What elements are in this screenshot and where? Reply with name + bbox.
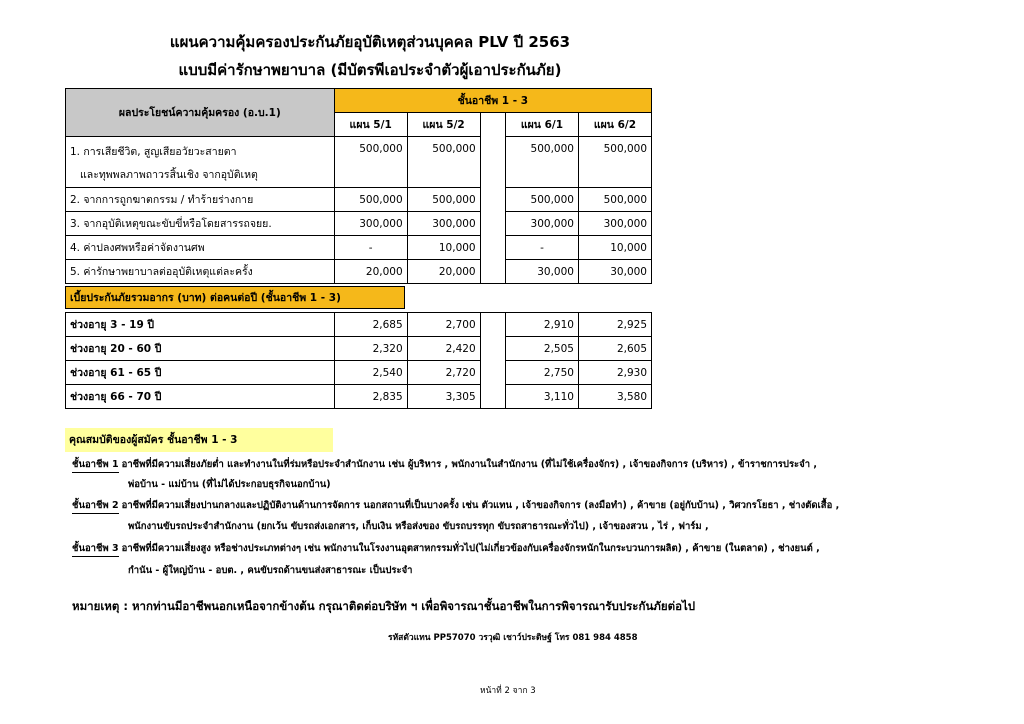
page-number: หน้าที่ 2 จาก 3 [480,686,536,696]
table-row [66,137,652,188]
note: หมายเหตุ : หากท่านมีอาชีพนอกเหนือจากข้างต้น กรุณาติดต่อบริษัท ฯ เพื่อพิจารณาชั้นอาชีพในการพิจารณารับประกันภัยต่อไป [72,599,696,613]
premium-value: 2,540 [334,361,407,385]
benefit-value: 500,000 [334,137,407,188]
class-text-cont: พนักงานขับรถประจำสำนักงาน (ยกเว้น ขับรถส่งเอกสาร, เก็บเงิน หรือส่งของ ขับรถบรรทุก ขับรถสาธารณะทั่วไป) , เจ้าของสวน , ไร่ , ฟาร์ม , [128,521,709,532]
class-text: อาชีพที่มีความเสี่ยงสูง หรือช่างประเภทต่างๆ เช่น พนักงานในโรงงานอุตสาหกรรมทั่วไป(ไม่เกี่ยวข้องกับเครื่องจักรหนักในกระบวนการผลิต) , ค้าขาย (ในตลาด) , ช่างยนต์ , [121,543,820,554]
benefit-label: 5. ค่ารักษาพยาบาลต่ออุบัติเหตุแต่ละครั้ง [66,260,335,284]
table-row [66,361,652,385]
table-row [66,188,652,212]
benefit-table [65,88,652,284]
qualification-header: คุณสมบัติของผู้สมัคร ชั้นอาชีพ 1 - 3 [65,428,333,452]
premium-value: 2,320 [334,337,407,361]
benefit-label: 4. ค่าปลงศพหรือค่าจัดงานศพ [66,236,335,260]
premium-value: 2,720 [407,361,480,385]
benefit-value: 30,000 [505,260,578,284]
premium-value: 2,925 [578,313,651,337]
premium-value: 2,750 [505,361,578,385]
age-range: ช่วงอายุ 3 - 19 ปี [66,313,335,337]
agent-contact: รหัสตัวแทน PP57070 วรวุฒิ เชาว์ประดิษฐ์ โทร 081 984 4858 [388,633,638,643]
benefit-label: 2. จากการถูกฆาตกรรม / ทำร้ายร่างกาย [66,188,335,212]
plan-header: แผน 5/1 [334,113,407,137]
qualification-item [72,541,820,557]
benefit-value: 500,000 [407,137,480,188]
benefit-value: 500,000 [578,137,651,188]
class-text: อาชีพที่มีความเสี่ยงปานกลางและปฏิบัติงานด้านการจัดการ นอกสถานที่เป็นบางครั้ง เช่น ตัวแทน , เจ้าของกิจการ (ลงมือทำ) , ค้าขาย (อยู่กับบ้าน) , วิศวกรโยธา , ช่างตัดเสื้อ , [121,500,840,511]
benefit-value: 500,000 [578,188,651,212]
premium-header: เบี้ยประกันภัยรวมอากร (บาท) ต่อคนต่อปี (ชั้นอาชีพ 1 - 3) [65,286,405,309]
premium-value: 2,685 [334,313,407,337]
premium-value: 2,930 [578,361,651,385]
table-row [66,337,652,361]
premium-value: 2,420 [407,337,480,361]
benefit-value: - [505,236,578,260]
class-key: ชั้นอาชีพ 2 [72,498,119,514]
table-row [66,260,652,284]
premium-value: 2,605 [578,337,651,361]
premium-value: 3,580 [578,385,651,409]
benefit-value: 20,000 [407,260,480,284]
page-subtitle: แบบมีค่ารักษาพยาบาล (มีบัตรพีเอประจำตัวผู้เอาประกันภัย) [178,61,562,79]
benefit-value: 10,000 [578,236,651,260]
benefit-header: ผลประโยชน์ความคุ้มครอง (อ.บ.1) [66,89,335,137]
benefit-value: 300,000 [578,212,651,236]
age-range: ช่วงอายุ 20 - 60 ปี [66,337,335,361]
class-key: ชั้นอาชีพ 1 [72,457,119,473]
plan-header: แผน 6/2 [578,113,651,137]
premium-table [65,312,652,409]
benefit-value: 500,000 [407,188,480,212]
table-row [66,313,652,337]
premium-value: 2,700 [407,313,480,337]
benefit-value: 10,000 [407,236,480,260]
age-range: ช่วงอายุ 61 - 65 ปี [66,361,335,385]
benefit-value: 500,000 [334,188,407,212]
benefit-value: 500,000 [505,188,578,212]
premium-value: 2,835 [334,385,407,409]
age-range: ช่วงอายุ 66 - 70 ปี [66,385,335,409]
benefit-value: 300,000 [407,212,480,236]
premium-value: 3,110 [505,385,578,409]
benefit-value: 20,000 [334,260,407,284]
qualification-item [72,498,839,514]
table-row [66,236,652,260]
class-text: อาชีพที่มีความเสี่ยงภัยต่ำ และทำงานในที่ร่มหรือประจำสำนักงาน เช่น ผู้บริหาร , พนักงานในสำนักงาน (ที่ไม่ใช้เครื่องจักร) , เจ้าของกิจการ (บริหาร) , ข้าราชการประจำ , [121,459,817,470]
benefit-value: 300,000 [505,212,578,236]
premium-value: 2,910 [505,313,578,337]
table-row [66,212,652,236]
qualification-item [72,457,817,473]
class-text-cont: กำนัน - ผู้ใหญ่บ้าน - อบต. , คนขับรถด้านขนส่งสาธารณะ เป็นประจำ [128,565,413,576]
benefit-value: 300,000 [334,212,407,236]
benefit-label-cont: และทุพพลภาพถาวรสิ้นเชิง จากอุบัติเหตุ [80,169,258,181]
table-row [66,385,652,409]
class-key: ชั้นอาชีพ 3 [72,541,119,557]
benefit-label: 3. จากอุบัติเหตุขณะขับขี่หรือโดยสารรถจยย. [66,212,335,236]
benefit-value: 30,000 [578,260,651,284]
premium-value: 3,305 [407,385,480,409]
plan-header: แผน 6/1 [505,113,578,137]
benefit-value: 500,000 [505,137,578,188]
benefit-value: - [334,236,407,260]
class-text-cont: พ่อบ้าน - แม่บ้าน (ที่ไม่ได้ประกอบธุรกิจนอกบ้าน) [128,479,331,490]
premium-value: 2,505 [505,337,578,361]
benefit-label: 1. การเสียชีวิต, สูญเสียอวัยวะสายตา [70,146,237,158]
class-header: ชั้นอาชีพ 1 - 3 [334,89,651,113]
plan-header: แผน 5/2 [407,113,480,137]
page-title: แผนความคุ้มครองประกันภัยอุบัติเหตุส่วนบุคคล PLV ปี 2563 [169,33,571,51]
